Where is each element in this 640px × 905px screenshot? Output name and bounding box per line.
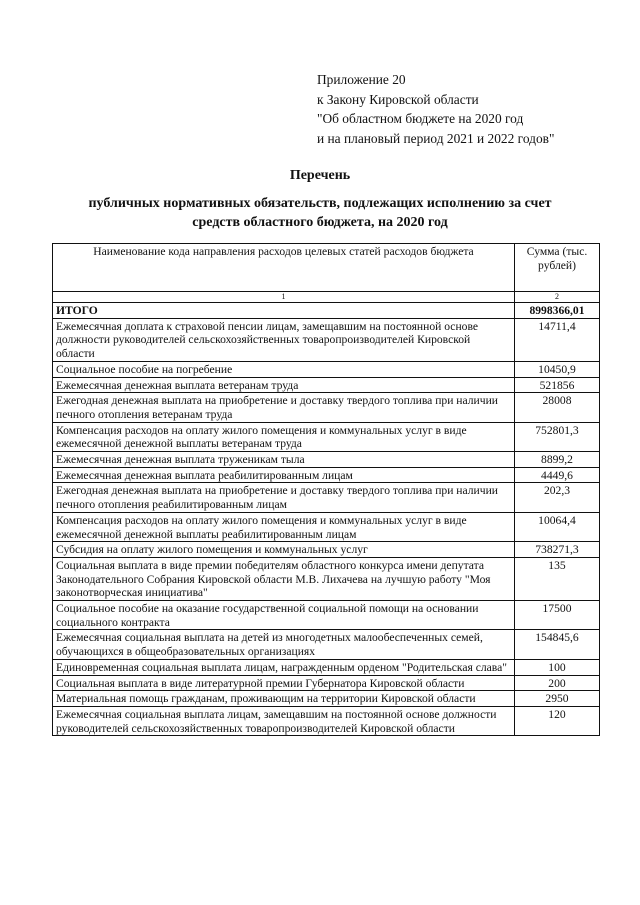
table-row xyxy=(53,361,600,377)
row-name: Компенсация расходов на оплату жилого помещения и коммунальных услуг в виде ежемесячной денежной выплаты реабилитированным лицам xyxy=(53,512,515,541)
row-sum: 17500 xyxy=(515,601,600,630)
table-row xyxy=(53,483,600,512)
row-name: Социальное пособие на погребение xyxy=(53,361,515,377)
table-row xyxy=(53,512,600,541)
row-sum: 521856 xyxy=(515,377,600,393)
table-row xyxy=(53,422,600,451)
row-sum: 752801,3 xyxy=(515,422,600,451)
column-number: 2 xyxy=(515,292,600,303)
appendix-line: и на плановый период 2021 и 2022 годов" xyxy=(317,130,555,146)
header-name: Наименование кода направления расходов целевых статей расходов бюджета xyxy=(53,244,515,292)
appendix-line: к Закону Кировской области xyxy=(317,91,479,107)
row-sum: 8899,2 xyxy=(515,452,600,468)
table-row xyxy=(53,393,600,422)
row-sum: 14711,4 xyxy=(515,318,600,361)
row-name: Социальное пособие на оказание государственной социальной помощи на основании социального контракта xyxy=(53,601,515,630)
row-name: Ежемесячная социальная выплата лицам, замещавшим на постоянной основе должности руководителей сельскохозяйственных товаропроизводителей Кировской области xyxy=(53,706,515,735)
table-row xyxy=(53,601,600,630)
total-sum: 8998366,01 xyxy=(515,303,600,319)
row-name: Единовременная социальная выплата лицам, награжденным орденом "Родительская слава" xyxy=(53,659,515,675)
row-sum: 10450,9 xyxy=(515,361,600,377)
table-row xyxy=(53,557,600,600)
row-name: Ежегодная денежная выплата на приобретение и доставку твердого топлива при наличии печного отопления ветеранам труда xyxy=(53,393,515,422)
row-name: Ежемесячная денежная выплата труженикам тыла xyxy=(53,452,515,468)
row-name: Ежегодная денежная выплата на приобретение и доставку твердого топлива при наличии печного отопления реабилитированным лицам xyxy=(53,483,515,512)
table-row xyxy=(53,691,600,707)
total-row xyxy=(53,303,600,319)
row-name: Ежемесячная доплата к страховой пенсии лицам, замещавшим на постоянной основе должности руководителей сельскохозяйственных товаропроизводителей Кировской области xyxy=(53,318,515,361)
row-name: Компенсация расходов на оплату жилого помещения и коммунальных услуг в виде ежемесячной денежной выплаты ветеранам труда xyxy=(53,422,515,451)
table-row xyxy=(53,318,600,361)
row-sum: 100 xyxy=(515,659,600,675)
row-name: Ежемесячная денежная выплата реабилитированным лицам xyxy=(53,467,515,483)
table-row xyxy=(53,706,600,735)
document-subtitle: публичных нормативных обязательств, подлежащих исполнению за счет средств областного бюджета, на 2020 год xyxy=(88,196,552,230)
obligations-table xyxy=(52,243,600,736)
table-row xyxy=(53,659,600,675)
column-number-row xyxy=(53,292,600,303)
header-sum: Сумма (тыс. рублей) xyxy=(515,244,600,292)
column-number: 1 xyxy=(53,292,515,303)
row-sum: 154845,6 xyxy=(515,630,600,659)
appendix-line: "Об областном бюджете на 2020 год xyxy=(317,111,524,126)
row-sum: 2950 xyxy=(515,691,600,707)
row-name: Материальная помощь гражданам, проживающим на территории Кировской области xyxy=(53,691,515,707)
total-label: ИТОГО xyxy=(53,303,515,319)
appendix-line: Приложение 20 xyxy=(317,72,406,87)
table-row xyxy=(53,675,600,691)
row-name: Социальная выплата в виде премии победителям областного конкурса имени депутата Законодательного Собрания Кировской области М.В. Лихачева на лучшую работу "Моя законотворческая инициатива" xyxy=(53,557,515,600)
table-row xyxy=(53,377,600,393)
row-name: Ежемесячная социальная выплата на детей из многодетных малообеспеченных семей, обучающихся в общеобразовательных организациях xyxy=(53,630,515,659)
row-name: Социальная выплата в виде литературной премии Губернатора Кировской области xyxy=(53,675,515,691)
row-sum: 202,3 xyxy=(515,483,600,512)
table-row xyxy=(53,630,600,659)
row-sum: 120 xyxy=(515,706,600,735)
row-sum: 738271,3 xyxy=(515,542,600,558)
row-name: Ежемесячная денежная выплата ветеранам труда xyxy=(53,377,515,393)
table-row xyxy=(53,452,600,468)
table-row xyxy=(53,542,600,558)
row-sum: 4449,6 xyxy=(515,467,600,483)
row-sum: 28008 xyxy=(515,393,600,422)
appendix-reference xyxy=(317,70,554,148)
document-title: Перечень xyxy=(289,168,351,183)
row-name: Субсидия на оплату жилого помещения и коммунальных услуг xyxy=(53,542,515,558)
table-row xyxy=(53,467,600,483)
row-sum: 10064,4 xyxy=(515,512,600,541)
table-header-row xyxy=(53,244,600,292)
row-sum: 200 xyxy=(515,675,600,691)
row-sum: 135 xyxy=(515,557,600,600)
